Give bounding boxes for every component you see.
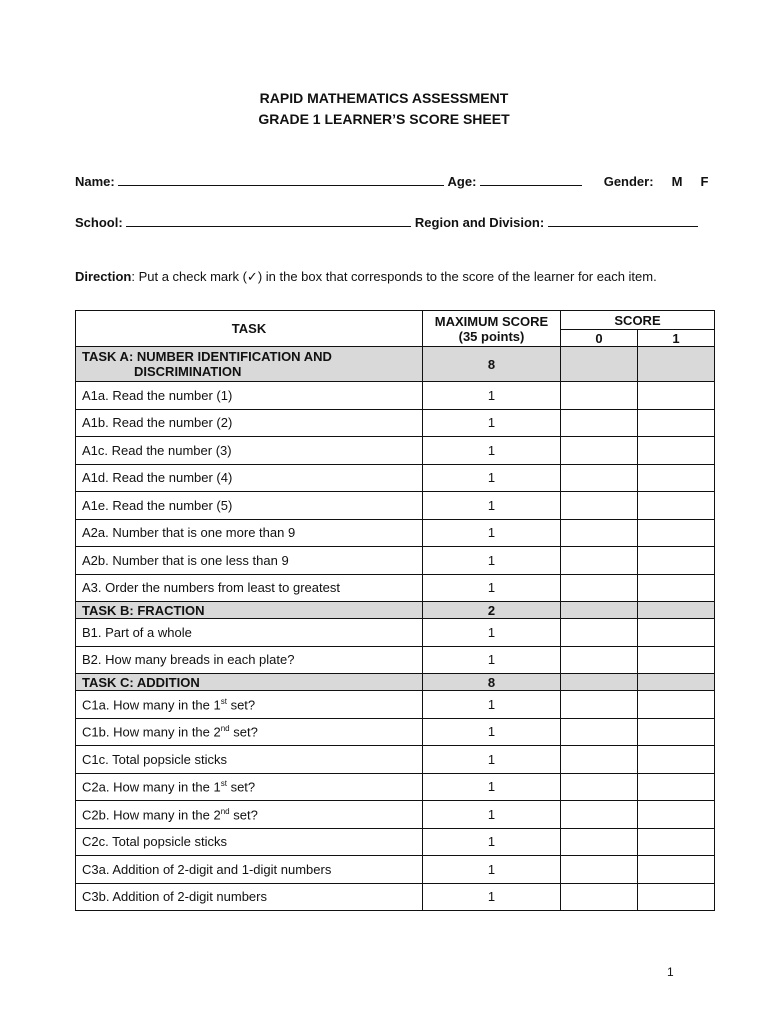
task-item-text-end: set?: [229, 806, 258, 822]
score-1-checkbox-cell[interactable]: [638, 382, 715, 410]
task-item-row: [76, 437, 715, 465]
task-item-label: A1c. Read the number (3): [76, 437, 423, 465]
task-item-row: [76, 691, 715, 719]
task-item-max-score: 1: [423, 492, 561, 520]
section-score-1-cell: [638, 674, 715, 691]
max-score-header-line2: (35 points): [458, 328, 525, 344]
school-label: School:: [75, 215, 123, 230]
task-item-row: [76, 828, 715, 856]
task-item-text-end: set?: [226, 779, 256, 795]
age-field[interactable]: [480, 173, 582, 186]
task-item-max-score: 1: [423, 773, 561, 801]
gender-option-m[interactable]: M: [671, 174, 683, 189]
section-row: [76, 347, 715, 382]
task-item-max-score: 1: [423, 801, 561, 829]
ordinal-suffix: st: [220, 696, 227, 706]
name-field[interactable]: [118, 173, 444, 186]
task-item-label: A1d. Read the number (4): [76, 464, 423, 492]
task-item-row: [76, 746, 715, 774]
score-1-checkbox-cell[interactable]: [638, 574, 715, 602]
direction-text: [75, 269, 657, 285]
task-item-label: B1. Part of a whole: [76, 619, 423, 647]
task-item-text: C2b. How many in the 2: [82, 806, 221, 822]
section-label-line1: TASK B: FRACTION: [82, 602, 205, 618]
task-item-max-score: 1: [423, 883, 561, 911]
task-item-max-score: 1: [423, 574, 561, 602]
task-item-max-score: 1: [423, 718, 561, 746]
task-item-row: [76, 464, 715, 492]
score-column-header: SCORE: [561, 311, 715, 330]
task-item-label: B2. How many breads in each plate?: [76, 646, 423, 674]
task-item-label: A3. Order the numbers from least to greatest: [76, 574, 423, 602]
score-0-checkbox-cell[interactable]: [561, 492, 638, 520]
task-item-text-end: set?: [226, 696, 256, 712]
section-max-score: 8: [423, 674, 561, 691]
document-subtitle: GRADE 1 LEARNER’S SCORE SHEET: [258, 111, 510, 127]
task-item-row: [76, 718, 715, 746]
name-label: Name:: [75, 174, 115, 189]
task-item-row: [76, 547, 715, 575]
score-1-checkbox-cell[interactable]: [638, 746, 715, 774]
task-item-row: [76, 801, 715, 829]
score-1-checkbox-cell[interactable]: [638, 883, 715, 911]
task-item-label: [76, 773, 423, 801]
score-1-header: 1: [638, 330, 715, 347]
task-item-max-score: 1: [423, 547, 561, 575]
score-0-checkbox-cell[interactable]: [561, 437, 638, 465]
direction-body: : Put a check mark (✓) in the box that corresponds to the score of the learner for each item.: [131, 269, 657, 284]
task-item-row: [76, 883, 715, 911]
task-item-max-score: 1: [423, 746, 561, 774]
score-0-checkbox-cell[interactable]: [561, 547, 638, 575]
task-item-row: [76, 409, 715, 437]
task-item-text: C1a. How many in the 1: [82, 696, 221, 712]
section-score-1-cell: [638, 347, 715, 382]
name-age-gender-line: [75, 173, 708, 189]
task-item-text-end: set?: [229, 724, 258, 740]
section-row: [76, 602, 715, 619]
score-0-checkbox-cell[interactable]: [561, 409, 638, 437]
section-max-score: 8: [423, 347, 561, 382]
section-label: [76, 602, 423, 619]
score-0-checkbox-cell[interactable]: [561, 828, 638, 856]
score-1-checkbox-cell[interactable]: [638, 801, 715, 829]
section-label-line2: DISCRIMINATION: [134, 364, 242, 379]
task-item-row: [76, 856, 715, 884]
school-field[interactable]: [126, 214, 411, 227]
task-item-label: A1b. Read the number (2): [76, 409, 423, 437]
score-1-checkbox-cell[interactable]: [638, 547, 715, 575]
score-0-checkbox-cell[interactable]: [561, 746, 638, 774]
score-0-checkbox-cell[interactable]: [561, 519, 638, 547]
task-item-row: [76, 646, 715, 674]
score-1-checkbox-cell[interactable]: [638, 492, 715, 520]
task-item-label: A1e. Read the number (5): [76, 492, 423, 520]
score-1-checkbox-cell[interactable]: [638, 691, 715, 719]
ordinal-suffix: st: [220, 779, 227, 789]
task-item-max-score: 1: [423, 464, 561, 492]
task-item-label: C3b. Addition of 2-digit numbers: [76, 883, 423, 911]
score-1-checkbox-cell[interactable]: [638, 773, 715, 801]
task-item-label: A2b. Number that is one less than 9: [76, 547, 423, 575]
task-item-max-score: 1: [423, 382, 561, 410]
score-0-checkbox-cell[interactable]: [561, 646, 638, 674]
score-1-checkbox-cell[interactable]: [638, 409, 715, 437]
task-item-max-score: 1: [423, 856, 561, 884]
score-1-checkbox-cell[interactable]: [638, 519, 715, 547]
ordinal-suffix: nd: [220, 806, 230, 816]
task-item-label: A1a. Read the number (1): [76, 382, 423, 410]
section-label-line1: TASK A: NUMBER IDENTIFICATION AND: [82, 349, 332, 364]
score-0-header: 0: [561, 330, 638, 347]
task-item-max-score: 1: [423, 519, 561, 547]
task-item-row: [76, 574, 715, 602]
score-0-checkbox-cell[interactable]: [561, 464, 638, 492]
score-1-checkbox-cell[interactable]: [638, 437, 715, 465]
task-item-label: [76, 718, 423, 746]
task-item-max-score: 1: [423, 409, 561, 437]
score-table: [75, 310, 715, 911]
task-item-max-score: 1: [423, 437, 561, 465]
task-item-label: C3a. Addition of 2-digit and 1-digit numbers: [76, 856, 423, 884]
score-1-checkbox-cell[interactable]: [638, 464, 715, 492]
page-number: 1: [667, 965, 674, 979]
task-item-row: [76, 519, 715, 547]
task-item-max-score: 1: [423, 828, 561, 856]
section-label: [76, 674, 423, 691]
region-division-field[interactable]: [548, 214, 698, 227]
gender-option-f[interactable]: F: [700, 174, 709, 189]
section-score-0-cell: [561, 602, 638, 619]
score-1-checkbox-cell[interactable]: [638, 646, 715, 674]
direction-label: Direction: [75, 269, 132, 284]
score-1-checkbox-cell[interactable]: [638, 828, 715, 856]
gender-label: Gender:: [603, 174, 654, 189]
region-division-label: Region and Division:: [414, 215, 545, 230]
task-item-row: [76, 382, 715, 410]
school-region-line: [75, 214, 698, 230]
task-item-text: C1b. How many in the 2: [82, 724, 221, 740]
score-0-checkbox-cell[interactable]: [561, 883, 638, 911]
score-0-checkbox-cell[interactable]: [561, 773, 638, 801]
score-0-checkbox-cell[interactable]: [561, 801, 638, 829]
score-0-checkbox-cell[interactable]: [561, 718, 638, 746]
task-item-row: [76, 619, 715, 647]
ordinal-suffix: nd: [220, 724, 230, 734]
task-item-label: [76, 801, 423, 829]
score-0-checkbox-cell[interactable]: [561, 382, 638, 410]
section-score-0-cell: [561, 347, 638, 382]
max-score-column-header: [423, 311, 561, 347]
task-item-label: C1c. Total popsicle sticks: [76, 746, 423, 774]
score-1-checkbox-cell[interactable]: [638, 718, 715, 746]
score-1-checkbox-cell[interactable]: [638, 856, 715, 884]
section-max-score: 2: [423, 602, 561, 619]
max-score-header-line1: MAXIMUM SCORE: [434, 313, 549, 329]
task-item-max-score: 1: [423, 646, 561, 674]
score-0-checkbox-cell[interactable]: [561, 619, 638, 647]
section-label-line1: TASK C: ADDITION: [82, 674, 200, 690]
document-title: RAPID MATHEMATICS ASSESSMENT: [259, 90, 509, 106]
section-score-1-cell: [638, 602, 715, 619]
age-label: Age:: [447, 174, 477, 189]
score-0-checkbox-cell[interactable]: [561, 691, 638, 719]
section-score-0-cell: [561, 674, 638, 691]
task-item-max-score: 1: [423, 619, 561, 647]
task-item-label: C2c. Total popsicle sticks: [76, 828, 423, 856]
task-item-row: [76, 773, 715, 801]
task-column-header: TASK: [76, 311, 423, 347]
task-item-row: [76, 492, 715, 520]
task-item-label: A2a. Number that is one more than 9: [76, 519, 423, 547]
score-0-checkbox-cell[interactable]: [561, 574, 638, 602]
score-1-checkbox-cell[interactable]: [638, 619, 715, 647]
score-table-body: [76, 347, 715, 911]
task-item-label: [76, 691, 423, 719]
score-0-checkbox-cell[interactable]: [561, 856, 638, 884]
task-item-max-score: 1: [423, 691, 561, 719]
section-row: [76, 674, 715, 691]
task-item-text: C2a. How many in the 1: [82, 779, 221, 795]
section-label: [76, 347, 423, 382]
